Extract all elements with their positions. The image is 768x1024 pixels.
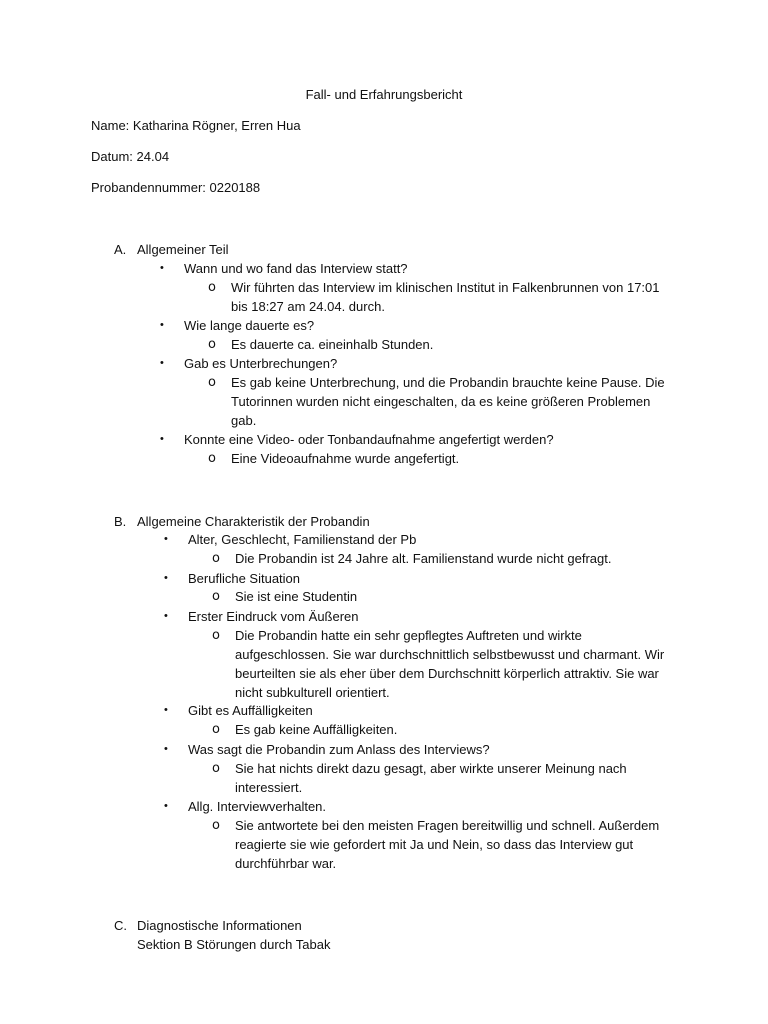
sub-marker: o <box>208 280 216 295</box>
sub-marker: o <box>208 375 216 390</box>
section-c-heading: Diagnostische Informationen <box>137 918 302 933</box>
bullet-marker: • <box>160 319 164 331</box>
question-b4: Gibt es Auffälligkeiten <box>188 703 313 718</box>
answer-a1: Wir führten das Interview im klinischen Institut in Falkenbrunnen von 17:01 bis 18:27 am 24.04. durch. <box>231 280 660 314</box>
sub-marker: o <box>212 818 220 833</box>
answer-a2: Es dauerte ca. eineinhalb Stunden. <box>231 337 434 352</box>
answer-b6: Sie antwortete bei den meisten Fragen bereitwillig und schnell. Außerdem reagierte sie wie gefordert mit Ja und Nein, so dass das Interview gut durchführbar war. <box>235 818 660 871</box>
sub-marker: o <box>208 337 216 352</box>
question-a2: Wie lange dauerte es? <box>184 318 315 333</box>
question-b1: Alter, Geschlecht, Familienstand der Pb <box>188 532 417 547</box>
sub-marker: o <box>208 451 216 466</box>
sub-marker: o <box>212 761 220 776</box>
sub-marker: o <box>212 628 220 643</box>
sub-marker: o <box>212 551 220 566</box>
proband-number-line: Probandennummer: 0220188 <box>91 180 261 195</box>
answer-b1: Die Probandin ist 24 Jahre alt. Familienstand wurde nicht gefragt. <box>235 551 612 566</box>
answer-a4: Eine Videoaufnahme wurde angefertigt. <box>231 451 460 466</box>
section-c-letter: C. <box>114 918 127 933</box>
document-title: Fall- und Erfahrungsbericht <box>305 87 463 102</box>
question-b6: Allg. Interviewverhalten. <box>188 799 327 814</box>
bullet-marker: • <box>160 433 164 445</box>
bullet-marker: • <box>160 357 164 369</box>
bullet-marker: • <box>164 743 168 755</box>
question-b2: Berufliche Situation <box>188 571 301 586</box>
name-line: Name: Katharina Rögner, Erren Hua <box>91 118 301 133</box>
answer-b5: Sie hat nichts direkt dazu gesagt, aber wirkte unserer Meinung nach interessiert. <box>235 761 627 795</box>
bullet-marker: • <box>164 572 168 584</box>
answer-b2: Sie ist eine Studentin <box>235 589 358 604</box>
answer-a3: Es gab keine Unterbrechung, und die Probandin brauchte keine Pause. Die Tutorinnen wurden nicht eingeschalten, da es keine größeren Problemen gab. <box>231 375 665 428</box>
answer-b4: Es gab keine Auffälligkeiten. <box>235 722 398 737</box>
question-a3: Gab es Unterbrechungen? <box>184 356 338 371</box>
question-b3: Erster Eindruck vom Äußeren <box>188 609 359 624</box>
answer-b3: Die Probandin hatte ein sehr gepflegtes Auftreten und wirkte aufgeschlossen. Sie war durchschnittlich selbstbewusst und charmant. Wir beurteilten sie als eher über dem Durchschnitt körperlich attraktiv. Sie war nicht subkulturell orientiert. <box>235 628 665 700</box>
question-b5: Was sagt die Probandin zum Anlass des Interviews? <box>188 742 490 757</box>
bullet-marker: • <box>164 533 168 545</box>
sub-marker: o <box>212 722 220 737</box>
question-a4: Konnte eine Video- oder Tonbandaufnahme angefertigt werden? <box>184 432 554 447</box>
bullet-marker: • <box>164 610 168 622</box>
sub-marker: o <box>212 589 220 604</box>
section-a-letter: A. <box>114 242 127 257</box>
question-a1: Wann und wo fand das Interview statt? <box>184 261 408 276</box>
section-b-letter: B. <box>114 514 127 529</box>
bullet-marker: • <box>164 704 168 716</box>
section-a-heading: Allgemeiner Teil <box>137 242 229 257</box>
section-b-heading: Allgemeine Charakteristik der Probandin <box>137 514 370 529</box>
section-c-subheading: Sektion B Störungen durch Tabak <box>137 937 331 952</box>
bullet-marker: • <box>160 262 164 274</box>
bullet-marker: • <box>164 800 168 812</box>
date-line: Datum: 24.04 <box>91 149 170 164</box>
